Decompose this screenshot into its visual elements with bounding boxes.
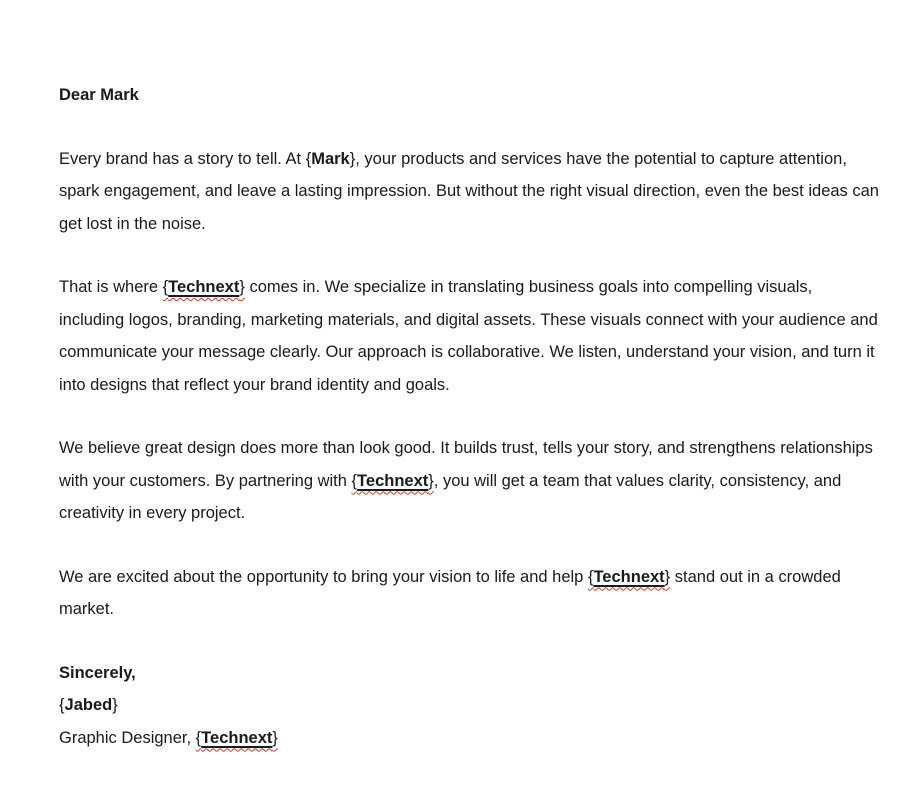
body-paragraph-2 xyxy=(59,271,881,401)
placeholder-technext[interactable] xyxy=(196,729,278,747)
brace-close: } xyxy=(239,278,245,296)
text-run: Every brand has a story to tell. At xyxy=(59,149,306,168)
brace-open: { xyxy=(195,728,202,747)
brace-close: } xyxy=(272,728,278,747)
text-run: We believe great design does more than look good. It builds trust, tells your story, and strengthens relationships with your customers. By partnering with xyxy=(59,439,873,490)
brace-open: { xyxy=(305,149,312,168)
text-run: , your products and services have the potential to capture attention, spark engagement, and leave a lasting impression. But without the right visual direction, even the best ideas can get lost in the noise. xyxy=(59,149,879,233)
brace-open: { xyxy=(587,567,594,586)
placeholder-technext[interactable] xyxy=(352,472,434,490)
brace-close: } xyxy=(112,696,118,714)
placeholder-word: Technext xyxy=(201,728,273,747)
placeholder-technext[interactable] xyxy=(588,568,670,586)
brace-close: } xyxy=(664,567,671,586)
brace-close: } xyxy=(349,149,356,168)
placeholder-word: Technext xyxy=(168,278,240,296)
brace-open: { xyxy=(59,696,65,714)
text-run: , you will get a team that values clarity, consistency, and creativity in every project. xyxy=(59,471,842,522)
placeholder-word: Technext xyxy=(357,471,429,490)
placeholder-word: Jabed xyxy=(64,696,113,714)
text-run: Graphic Designer, xyxy=(59,728,196,747)
text-run: comes in. We specialize in translating business goals into compelling visuals, including logos, branding, marketing materials, and digital assets. These visuals connect with your audience and communicate your message clearly. Our approach is collaborative. We listen, understand your vision, and turn it into designs that reflect your brand identity and goals. xyxy=(59,278,878,394)
body-paragraph-1 xyxy=(59,143,881,241)
body-paragraph-3 xyxy=(59,432,881,530)
greeting-line: Dear Mark xyxy=(59,86,139,104)
text-run: That is where xyxy=(59,278,163,296)
placeholder-jabed xyxy=(59,696,118,714)
signature-name-line xyxy=(59,689,881,722)
placeholder-technext[interactable] xyxy=(163,278,245,296)
closing-line: Sincerely, xyxy=(59,663,136,682)
brace-close: } xyxy=(428,471,434,490)
placeholder-mark xyxy=(306,150,356,168)
placeholder-word: Technext xyxy=(593,567,665,586)
text-run: stand out in a crowded market. xyxy=(59,567,841,618)
body-paragraph-4 xyxy=(59,561,881,626)
brace-open: { xyxy=(162,278,169,296)
text-run: We are excited about the opportunity to bring your vision to life and help xyxy=(59,567,588,586)
signature-role-line xyxy=(59,722,881,755)
placeholder-word: Mark xyxy=(311,149,350,168)
brace-open: { xyxy=(351,471,358,490)
